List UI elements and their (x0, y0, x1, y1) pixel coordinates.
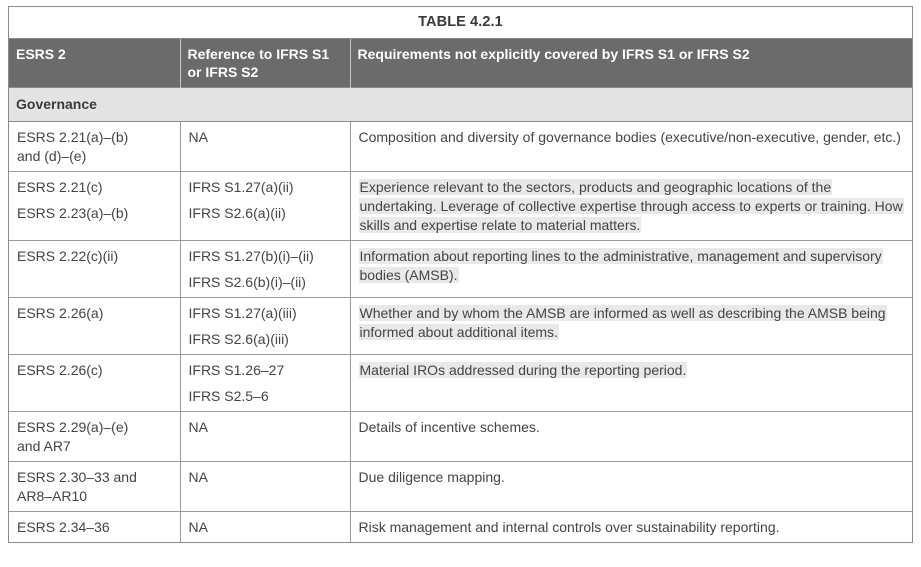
ifrs-ref: NA (188, 419, 208, 435)
requirement-text: Experience relevant to the sectors, products and geographic locations of the undertaking. Leverage of collective expertise through access to experts or training. How skills and expertise relate to material matters. (359, 179, 903, 233)
requirement-text: Whether and by whom the AMSB are informed as well as describing the AMSB being informed about additional items. (359, 305, 886, 340)
ifrs-ref: IFRS S1.27(a)(ii) (188, 179, 294, 195)
cell-esrs (9, 512, 180, 543)
ifrs-ref: IFRS S2.6(b)(i)–(ii) (188, 274, 306, 290)
requirement-text: Information about reporting lines to the administrative, management and supervisory bodies (AMSB). (359, 248, 882, 283)
ifrs-ref: IFRS S2.6(a)(ii) (188, 205, 286, 221)
cell-requirement (350, 462, 912, 512)
section-governance: Governance (9, 88, 912, 122)
requirement-text: Risk management and internal controls over sustainability reporting. (358, 519, 780, 535)
esrs-ref: ESRS 2.21(c) (17, 179, 103, 195)
section-row (9, 88, 912, 122)
cell-ifrs (180, 122, 350, 172)
ifrs-ref: NA (188, 469, 208, 485)
cell-requirement (350, 512, 912, 543)
esrs-ifrs-table (9, 39, 912, 542)
table-row (9, 241, 912, 298)
ifrs-ref: IFRS S1.26–27 (188, 362, 285, 378)
cell-ifrs (180, 355, 350, 412)
table-row (9, 512, 912, 543)
table-body (9, 88, 912, 543)
ifrs-ref: IFRS S2.6(a)(iii) (188, 331, 289, 347)
cell-esrs (9, 122, 180, 172)
cell-esrs (9, 462, 180, 512)
esrs-ref: ESRS 2.26(c) (17, 362, 103, 378)
header-row (9, 39, 912, 88)
table-row (9, 172, 912, 241)
esrs-ref: ESRS 2.23(a)–(b) (17, 205, 129, 221)
ifrs-ref: NA (188, 519, 208, 535)
cell-esrs (9, 298, 180, 355)
requirement-text: Composition and diversity of governance bodies (executive/non-executive, gender, etc.) (358, 129, 901, 145)
cell-ifrs (180, 241, 350, 298)
table-row (9, 122, 912, 172)
cell-requirement (350, 122, 912, 172)
cell-requirement (350, 241, 912, 298)
header-esrs: ESRS 2 (9, 39, 180, 88)
table-row (9, 355, 912, 412)
header-requirements: Requirements not explicitly covered by IFRS S1 or IFRS S2 (350, 39, 912, 88)
cell-ifrs (180, 298, 350, 355)
esrs-ref: ESRS 2.34–36 (17, 519, 110, 535)
cell-esrs (9, 172, 180, 241)
ifrs-ref: IFRS S1.27(a)(iii) (188, 305, 297, 321)
esrs-ref: and (d)–(e) (17, 148, 87, 164)
esrs-ref: AR8–AR10 (17, 488, 88, 504)
table-title: TABLE 4.2.1 (9, 7, 912, 39)
cell-requirement (350, 355, 912, 412)
cell-esrs (9, 355, 180, 412)
esrs-ref: ESRS 2.29(a)–(e) (17, 419, 129, 435)
cell-ifrs (180, 412, 350, 462)
cell-requirement (350, 412, 912, 462)
cell-esrs (9, 241, 180, 298)
cell-requirement (350, 172, 912, 241)
cell-ifrs (180, 512, 350, 543)
esrs-ref: ESRS 2.21(a)–(b) (17, 129, 129, 145)
table-row (9, 298, 912, 355)
table-frame (8, 6, 913, 543)
esrs-ref: ESRS 2.22(c)(ii) (17, 248, 119, 264)
esrs-ref: ESRS 2.30–33 and (17, 469, 137, 485)
esrs-ref: ESRS 2.26(a) (17, 305, 104, 321)
header-ifrs-line2: or IFRS S2 (187, 64, 259, 80)
ifrs-ref: NA (188, 129, 208, 145)
table-row (9, 462, 912, 512)
table-row (9, 412, 912, 462)
cell-requirement (350, 298, 912, 355)
requirement-text: Details of incentive schemes. (358, 419, 540, 435)
cell-ifrs (180, 172, 350, 241)
cell-esrs (9, 412, 180, 462)
header-ifrs-reference (180, 39, 350, 88)
requirement-text: Material IROs addressed during the reporting period. (359, 362, 687, 378)
esrs-ref: and AR7 (17, 438, 71, 454)
requirement-text: Due diligence mapping. (358, 469, 505, 485)
ifrs-ref: IFRS S1.27(b)(i)–(ii) (188, 248, 314, 264)
cell-ifrs (180, 462, 350, 512)
ifrs-ref: IFRS S2.5–6 (188, 388, 269, 404)
header-ifrs-line1: Reference to IFRS S1 (187, 46, 330, 62)
